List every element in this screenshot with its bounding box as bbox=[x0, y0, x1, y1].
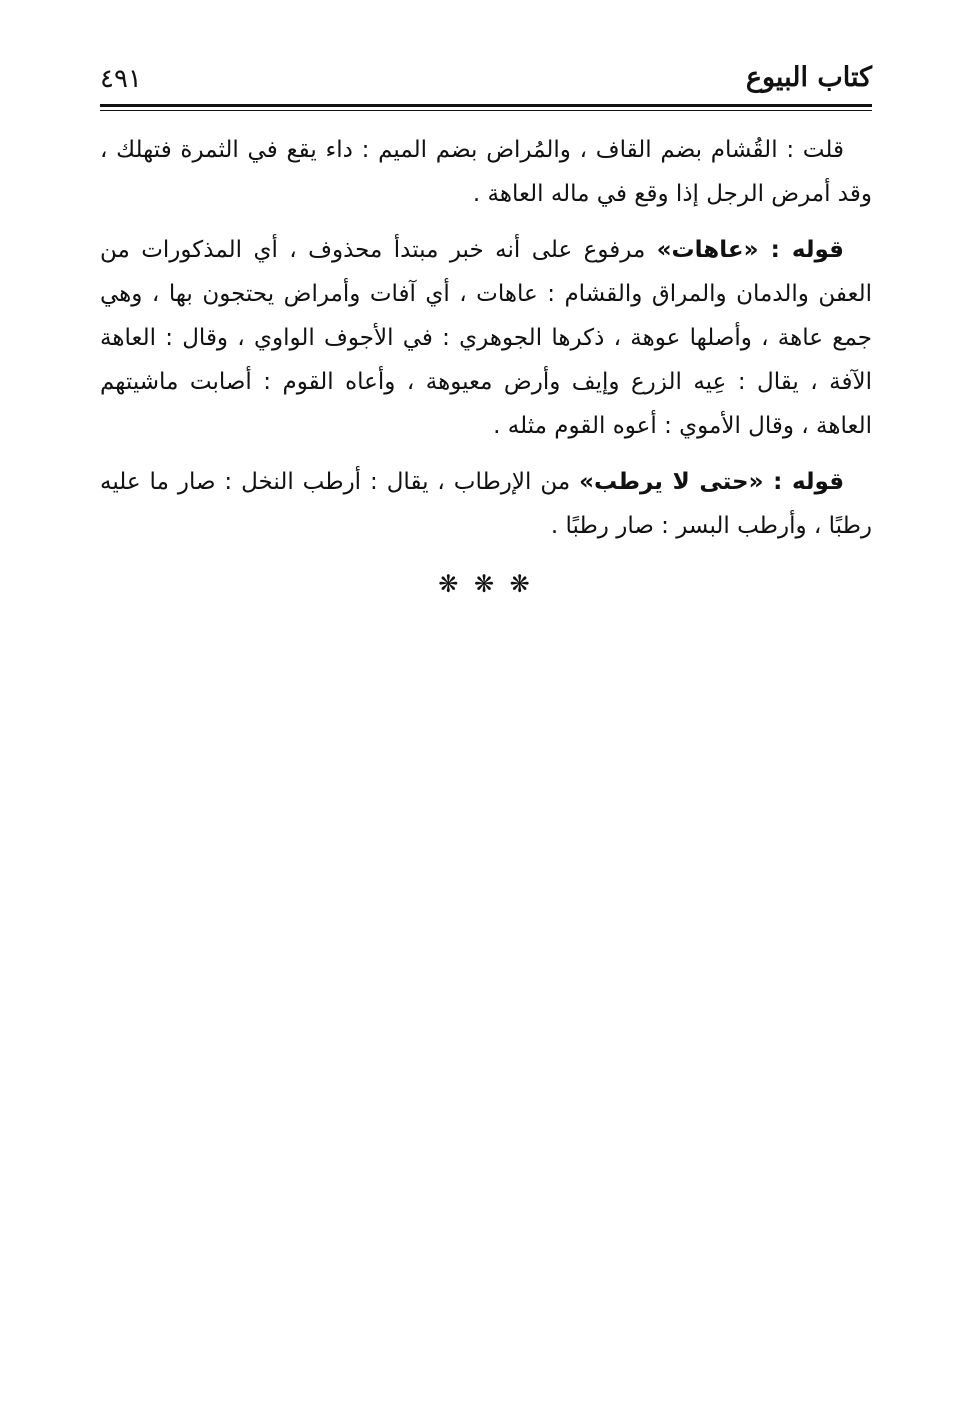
page-number: ٤٩١ bbox=[100, 64, 142, 94]
paragraph-lead: قوله : bbox=[758, 237, 844, 263]
paragraph-3 bbox=[100, 460, 872, 548]
paragraph-1 bbox=[100, 128, 872, 216]
paragraph-text: مرفوع على أنه خبر مبتدأ محذوف ، أي المذكورات من العفن والدمان والمراق والقشام : عاهات ، أي آفات وأمراض يحتجون بها ، وهي جمع عاهة ، وأصلها عوهة ، ذكرها الجوهري : في الأجوف الواوي ، وقال : العاهة الآفة ، يقال : عِيه الزرع وإيف وأرض معيوهة ، وأعاه القوم : أصابت ماشيتهم العاهة ، وقال الأموي : أعوه القوم مثله . bbox=[100, 237, 872, 439]
paragraph-2 bbox=[100, 228, 872, 448]
header-rule-thin bbox=[100, 110, 872, 111]
paragraph-text: قلت : القُشام بضم القاف ، والمُراض بضم الميم : داء يقع في الثمرة فتهلك ، وقد أمرض الرجل إذا وقع في ماله العاهة . bbox=[100, 137, 872, 207]
header-rule-thick bbox=[100, 104, 872, 107]
quoted-term: «حتى لا يرطب» bbox=[579, 469, 764, 495]
running-title: كتاب البيوع bbox=[745, 62, 872, 93]
paragraph-text: من الإرطاب ، يقال : أرطب النخل : صار ما عليه رطبًا ، وأرطب البسر : صار رطبًا . bbox=[100, 469, 872, 539]
quoted-term: «عاهات» bbox=[656, 237, 759, 263]
section-separator: ❋ ❋ ❋ bbox=[438, 570, 534, 598]
page-header bbox=[100, 58, 872, 102]
body-text bbox=[100, 128, 872, 560]
paragraph-lead: قوله : bbox=[763, 469, 845, 495]
